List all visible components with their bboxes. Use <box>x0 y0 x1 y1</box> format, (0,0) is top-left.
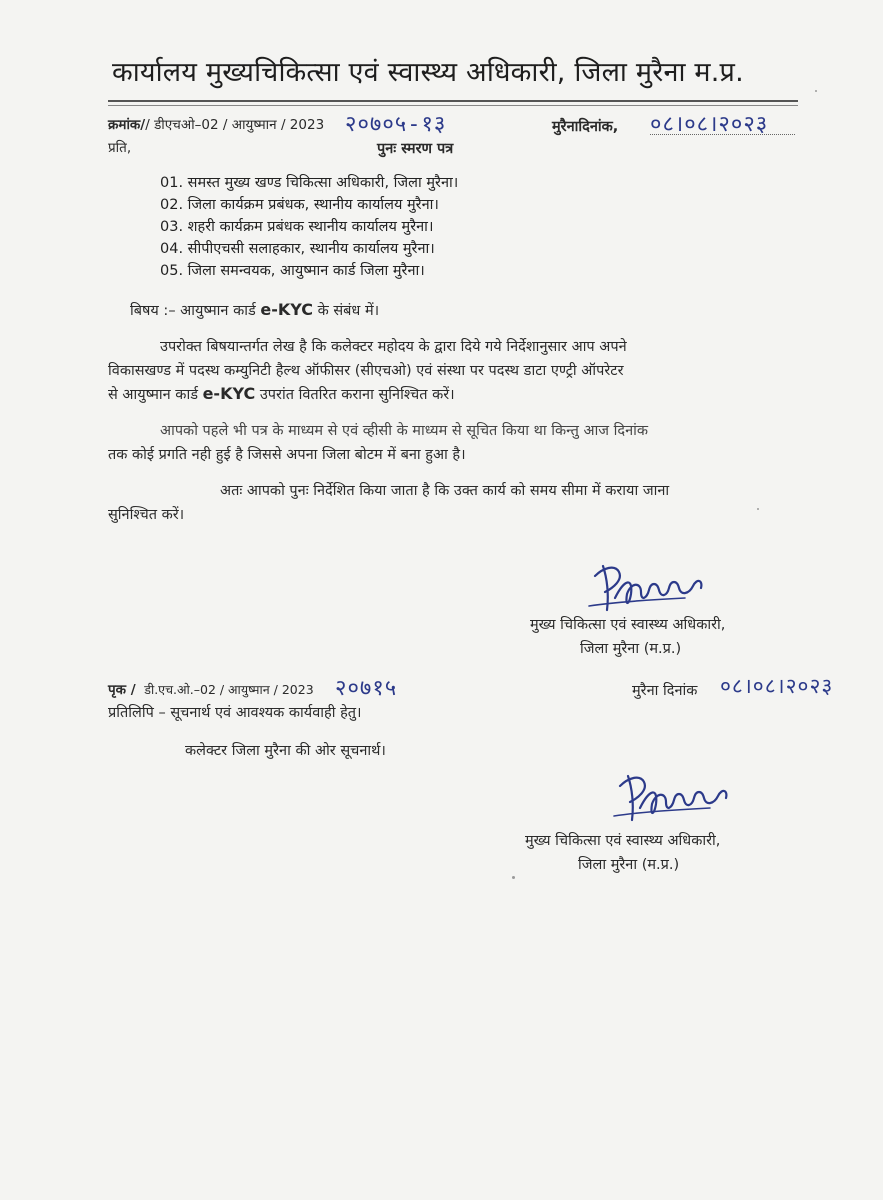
header-rule-bottom <box>108 105 798 106</box>
scan-speck <box>512 876 515 879</box>
para2-line2: तक कोई प्रगति नही हुई है जिससे अपना जिला बोटम में बना हुआ है। <box>108 447 466 463</box>
signature-image-2 <box>610 768 740 830</box>
para1-line1: उपरोक्त बिषयान्तर्गत लेख है कि कलेक्टर महोदय के द्वारा दिये गये निर्देशानुसार आप अपने <box>160 339 627 355</box>
para3-line1: अतः आपको पुनः निर्देशित किया जाता है कि उक्त कार्य को समय सीमा में कराया जाना <box>220 483 670 499</box>
scan-speck <box>815 90 817 92</box>
para3-line2: सुनिश्चित करें। <box>108 507 185 523</box>
ref-number-handwritten: २०७०५-१३ <box>345 112 447 137</box>
signature1-place: जिला मुरैना (म.प्र.) <box>580 641 682 657</box>
letter-type: पुनः स्मरण पत्र <box>377 141 454 157</box>
subject-suffix: के संबंध में। <box>313 303 380 319</box>
date-dotted-line <box>650 134 795 135</box>
para1-line3: से आयुष्मान कार्ड e-KYC उपरांत वितरित कराना सुनिश्चित करें। <box>108 384 455 403</box>
to-label: प्रति, <box>108 140 132 156</box>
para2-line1: आपको पहले भी पत्र के माध्यम से एवं व्हीसी के माध्यम से सूचित किया था किन्तु आज दिनांक <box>160 423 649 439</box>
signature2-place: जिला मुरैना (म.प्र.) <box>578 857 680 873</box>
copy-ref-code: डी.एच.ओ.–02 / आयुष्मान / 2023 <box>144 682 314 697</box>
copy-ref-prefix: पृक / <box>108 682 136 698</box>
copy-to: कलेक्टर जिला मुरैना की ओर सूचनार्थ। <box>185 743 386 759</box>
ref-line <box>108 115 324 133</box>
copy-ref-number-handwritten: २०७१५ <box>335 676 398 701</box>
subject-prefix: बिषय :– आयुष्मान कार्ड <box>130 303 261 319</box>
ref-date-handwritten: ०८।०८।२०२३ <box>650 112 769 137</box>
copy-note: प्रतिलिपि – सूचनार्थ एवं आवश्यक कार्यवाही हेतु। <box>108 705 362 721</box>
signature1-title: मुख्य चिकित्सा एवं स्वास्थ्य अधिकारी, <box>530 617 726 633</box>
recipient-item: 01. समस्त मुख्य खण्ड चिकित्सा अधिकारी, जिला मुरैना। <box>160 175 459 191</box>
header-rule-top <box>108 100 798 102</box>
subject-line <box>130 300 379 320</box>
copy-ref-date-handwritten: ०८।०८।२०२३ <box>720 674 834 698</box>
ref-code: / डीएचओ–02 / आयुष्मान / 2023 <box>145 117 325 133</box>
signature-image-1 <box>585 558 715 620</box>
signature2-title: मुख्य चिकित्सा एवं स्वास्थ्य अधिकारी, <box>525 833 721 849</box>
copy-ref-date-label: मुरैना दिनांक <box>632 683 698 699</box>
para1-line2: विकासखण्ड में पदस्थ कम्युनिटी हैल्थ ऑफीसर (सीएचओ) एवं संस्था पर पदस्थ डाटा एण्ट्री ऑपरेटर <box>108 363 624 379</box>
ref-prefix: क्रमांक/ <box>108 117 146 133</box>
recipient-item: 04. सीपीएचसी सलाहकार, स्थानीय कार्यालय मुरैना। <box>160 241 435 257</box>
recipient-item: 03. शहरी कार्यक्रम प्रबंधक स्थानीय कार्यालय मुरैना। <box>160 219 434 235</box>
recipient-item: 05. जिला समन्वयक, आयुष्मान कार्ड जिला मुरैना। <box>160 263 425 279</box>
office-title: कार्यालय मुख्यचिकित्सा एवं स्वास्थ्य अधिकारी, जिला मुरैना म.प्र. <box>112 57 744 88</box>
subject-ekyc: e-KYC <box>260 300 313 319</box>
copy-ref-line <box>108 680 314 698</box>
recipient-item: 02. जिला कार्यक्रम प्रबंधक, स्थानीय कार्यालय मुरैना। <box>160 197 439 213</box>
scan-speck <box>757 508 759 510</box>
ref-date-label: मुरैनादिनांक, <box>552 119 619 135</box>
